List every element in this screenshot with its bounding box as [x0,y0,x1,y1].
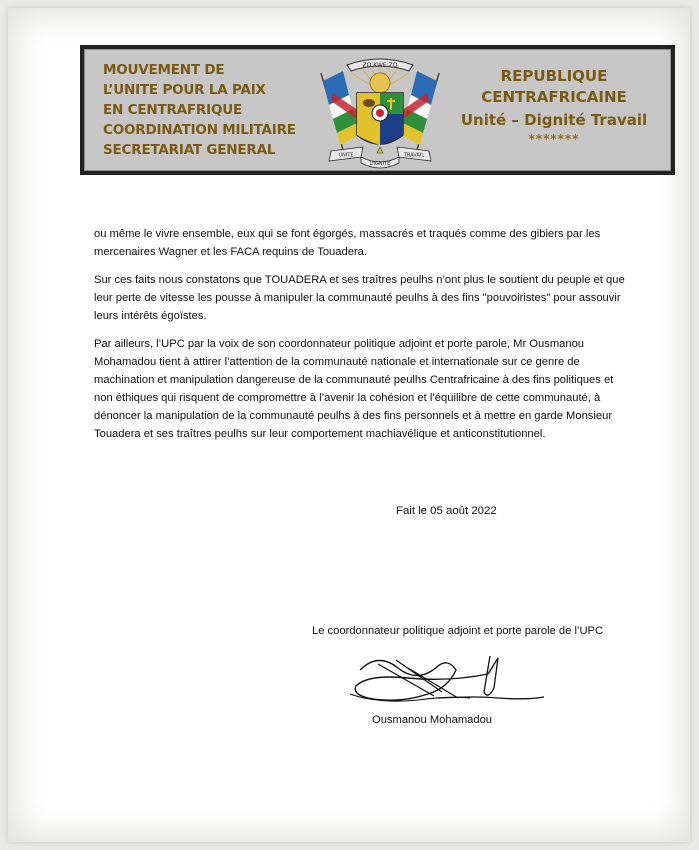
letter-body [94,225,634,453]
movement-title-line-5: SECRETARIAT GENERAL [103,142,276,158]
emblem-banner-top: ZO KWE ZO [362,62,398,69]
body-paragraph-3: Par ailleurs, l’UPC par la voix de son coordonnateur politique adjoint et porte parole, Mr Ousmanou Mohamadou tient à attirer l’attention de la communauté nationale et internationale sur ce genre de machination et manipulation dangereuse de la communauté peulhs Centrafricaine à des fins politiques et non éthiques qui risquent de compromettre à l’avenir la cohésion et l’équilibre de cette communauté, à dénoncer la manipulation de la communauté peulhs à des fins personnels et à mettre en garde Monsieur Touadera et ses traîtres peulhs sur leur comportement machiavélique et anticonstitutionnel. [94,338,614,440]
body-paragraph-1: ou même le vivre ensemble, eux qui se font égorgés, massacrés et traqués comme des gibiers par les mercenaires Wagner et les FACA requins de Touadera. [94,228,601,258]
signatory-role: Le coordonnateur politique adjoint et porte parole de l’UPC [312,625,604,637]
coat-of-arms-icon [311,53,449,171]
signatory-name: Ousmanou Mohamadou [372,714,493,726]
emblem-ribbon-center: DIGNITE [369,161,391,167]
republic-title-line-1: REPUBLIQUE [500,67,608,85]
letterhead [80,45,675,175]
movement-title-line-3: EN CENTRAFRIQUE [103,102,243,118]
document-date: Fait le 05 août 2022 [396,505,497,517]
movement-title-line-4: COORDINATION MILITAIRE [103,122,296,138]
movement-title-line-2: L’UNITE POUR LA PAIX [103,82,266,98]
document-page [8,8,690,842]
emblem-ribbon-right: TRAVAIL [403,152,425,159]
republic-title-line-2: CENTRAFRICAINE [481,88,627,106]
republic-title-block [448,66,660,146]
body-paragraph-2: Sur ces faits nous constatons que TOUADERA et ses traîtres peulhs n’ont plus le soutient du peuple et que leur perte de vitesse les pousse à manipuler la communauté peulhs à des fins "pouvoiristes" pour assouvir leurs intérêts égoïstes. [94,274,625,322]
movement-title-line-1: MOUVEMENT DE [103,62,225,78]
national-motto: Unité – Dignité Travail [460,111,648,129]
movement-title-block [103,60,333,160]
emblem-ribbon-left: UNITE [338,152,354,159]
stars-divider: ******* [528,132,580,146]
letterhead-panel [84,49,671,171]
handwritten-signature-icon [338,648,548,713]
